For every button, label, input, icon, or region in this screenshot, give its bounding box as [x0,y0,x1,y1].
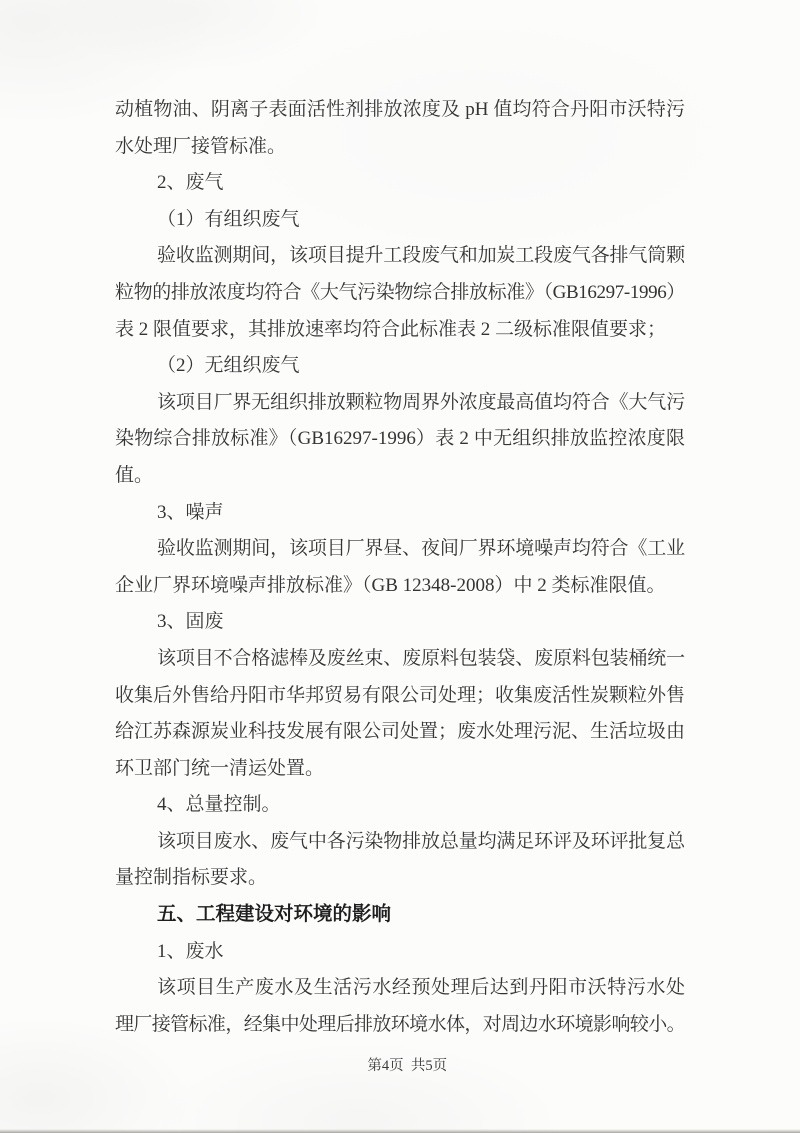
text-line: 2、废气 [157,172,224,194]
text-line: 1、废水 [157,940,224,962]
page-number: 第4页 共5页 [367,1058,448,1074]
scan-bottom-edge-shadow [0,1129,800,1133]
text-line: 环卫部门统一清运处置。 [115,757,325,779]
text-line: （1）有组织废气 [157,208,300,230]
text-line: 给江苏森源炭业科技发展有限公司处置；废水处理污泥、生活垃圾由 [115,721,685,743]
text-line: 水处理厂接管标准。 [115,135,287,157]
text-line: 值。 [115,464,154,486]
text-line: 粒物的排放浓度均符合《大气污染物综合排放标准》（GB16297-1996） [115,281,685,303]
text-line: 该项目废水、废气中各污染物排放总量均满足环评及环评批复总 [157,830,685,852]
text-line: 验收监测期间，该项目提升工段废气和加炭工段废气各排气筒颗 [157,245,685,267]
text-line: 五、工程建设对环境的影响 [157,904,392,926]
text-line: 该项目生产废水及生活污水经预处理后达到丹阳市沃特污水处 [157,977,685,999]
document-text-block [115,92,685,1043]
text-line: 3、噪声 [157,501,224,523]
text-line: 该项目厂界无组织排放颗粒物周界外浓度最高值均符合《大气污 [157,391,685,413]
text-line: 收集后外售给丹阳市华邦贸易有限公司处理；收集废活性炭颗粒外售 [115,684,685,706]
text-line: 4、总量控制。 [157,794,281,816]
text-line: 染物综合排放标准》（GB16297-1996）表 2 中无组织排放监控浓度限 [115,428,685,450]
text-line: 该项目不合格滤棒及废丝束、废原料包装袋、废原料包装桶统一 [157,647,685,669]
text-line: 企业厂界环境噪声排放标准》（GB 12348-2008）中 2 类标准限值。 [115,574,666,596]
text-line: 量控制指标要求。 [115,867,268,889]
text-line: 理厂接管标准，经集中处理后排放环境水体，对周边水环境影响较小。 [115,1013,685,1035]
text-line: 表 2 限值要求，其排放速率均符合此标准表 2 二级标准限值要求； [115,318,667,340]
text-line: （2）无组织废气 [157,355,300,377]
text-line: 动植物油、阴离子表面活性剂排放浓度及 pH 值均符合丹阳市沃特污 [115,99,685,120]
text-line: 验收监测期间，该项目厂界昼、夜间厂界环境噪声均符合《工业 [157,538,685,560]
text-line: 3、固废 [157,611,224,633]
page-footer [0,1036,800,1074]
